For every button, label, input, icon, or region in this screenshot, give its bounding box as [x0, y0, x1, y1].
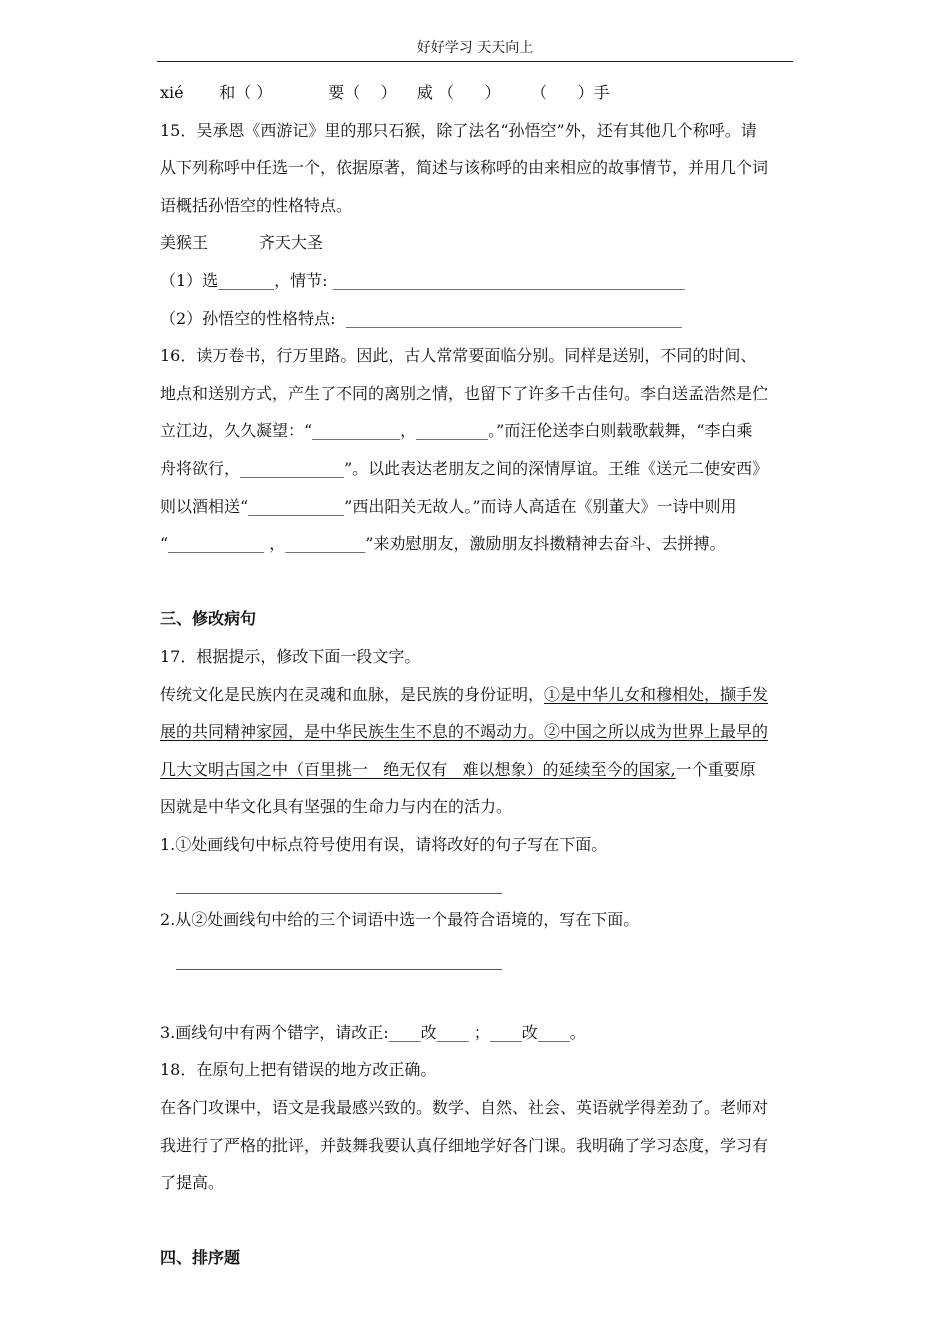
- q15-text: 语概括孙悟空的性格特点。: [160, 195, 353, 215]
- q18-passage: 了提高。: [160, 1173, 225, 1193]
- q15-answer-1: （1）选_______，情节: ____________________________________________: [160, 270, 685, 290]
- answer-blank-1[interactable]: [160, 863, 800, 901]
- q15-text: 从下列称呼中任选一个，依据原著，简述与该称呼的由来相应的故事情节，并用几个词: [160, 158, 769, 178]
- q14-pinyin-line: xié 和（ ） 要（ ） 威 （ ） （ ）手: [160, 83, 610, 102]
- q17-passage: 传统文化是民族内在灵魂和血脉，是民族的身份证明，①是中华儿女和穆相处，撷手发: [160, 684, 769, 704]
- answer-blank-2[interactable]: [160, 939, 800, 977]
- underlined-sentence-2: 几大文明古国之中（百里挑一 绝无仅有 难以想象）的延续至今的国家,: [160, 759, 676, 779]
- q16-text: “____________ ，__________”来劝慰朋友，激励朋友抖擞精神去奋斗、去拼搏。: [160, 534, 726, 554]
- q15-answer-2: （2）孙悟空的性格特点: __________________________________________: [160, 308, 682, 328]
- q17-sub-3: 3.画线句中有两个错字，请改正:____改____ ；____改____。: [160, 1022, 586, 1042]
- q18-prompt: 18．在原句上把有错误的地方改正确。: [160, 1060, 437, 1080]
- section-4-title: 四、排序题: [160, 1248, 241, 1268]
- underlined-sentence-1: ①是中华儿女和穆相处，撷手发: [544, 684, 769, 704]
- q17-prompt: 17．根据提示，修改下面一段文字。: [160, 646, 421, 666]
- q18-passage: 我进行了严格的批评，并鼓舞我要认真仔细地学好各门课。我明确了学习态度，学习有: [160, 1135, 769, 1155]
- q15-options: 美猴王 齐天大圣: [160, 233, 323, 253]
- q16-text: 16．读万卷书，行万里路。因此，古人常常要面临分别。同样是送别，不同的时间、: [160, 346, 757, 366]
- q16-text: 则以酒相送“____________”西出阳关无故人。”而诗人高适在《别董大》一诗中则用: [160, 496, 737, 516]
- q17-passage: [160, 713, 800, 751]
- section-3-title: 三、修改病句: [160, 609, 257, 629]
- q16-text: 立江边，久久凝望：“___________，_________。”而汪伦送李白则载歌载舞，“李白乘: [160, 421, 753, 441]
- underlined-sentence: 展的共同精神家园，是中华民族生生不息的不竭动力。②中国之所以成为世界上最早的: [160, 722, 769, 742]
- q17-passage: 因就是中华文化具有坚强的生命力与内在的活力。: [160, 797, 513, 817]
- q15-text: 15．吴承恩《西游记》里的那只石猴，除了法名“孙悟空”外，还有其他几个称呼。请: [160, 120, 757, 140]
- header-rule: [157, 61, 793, 62]
- page-header: 好好学习 天天向上: [416, 40, 534, 56]
- q18-passage: 在各门攻课中，语文是我最感兴致的。数学、自然、社会、英语就学得差劲了。老师对: [160, 1098, 769, 1118]
- page-content: [160, 74, 800, 1277]
- q16-text: 地点和送别方式，产生了不同的离别之情，也留下了许多千古佳句。李白送孟浩然是伫: [160, 383, 769, 403]
- q17-passage: 几大文明古国之中（百里挑一 绝无仅有 难以想象）的延续至今的国家,一个重要原: [160, 759, 756, 779]
- q17-sub-1: 1.①处画线句中标点符号使用有误，请将改好的句子写在下面。: [160, 834, 608, 854]
- q16-text: 舟将欲行，_____________”。以此表达老朋友之间的深情厚谊。王维《送元二使安西》: [160, 458, 769, 478]
- q17-sub-2: 2.从②处画线句中给的三个词语中选一个最符合语境的，写在下面。: [160, 910, 640, 930]
